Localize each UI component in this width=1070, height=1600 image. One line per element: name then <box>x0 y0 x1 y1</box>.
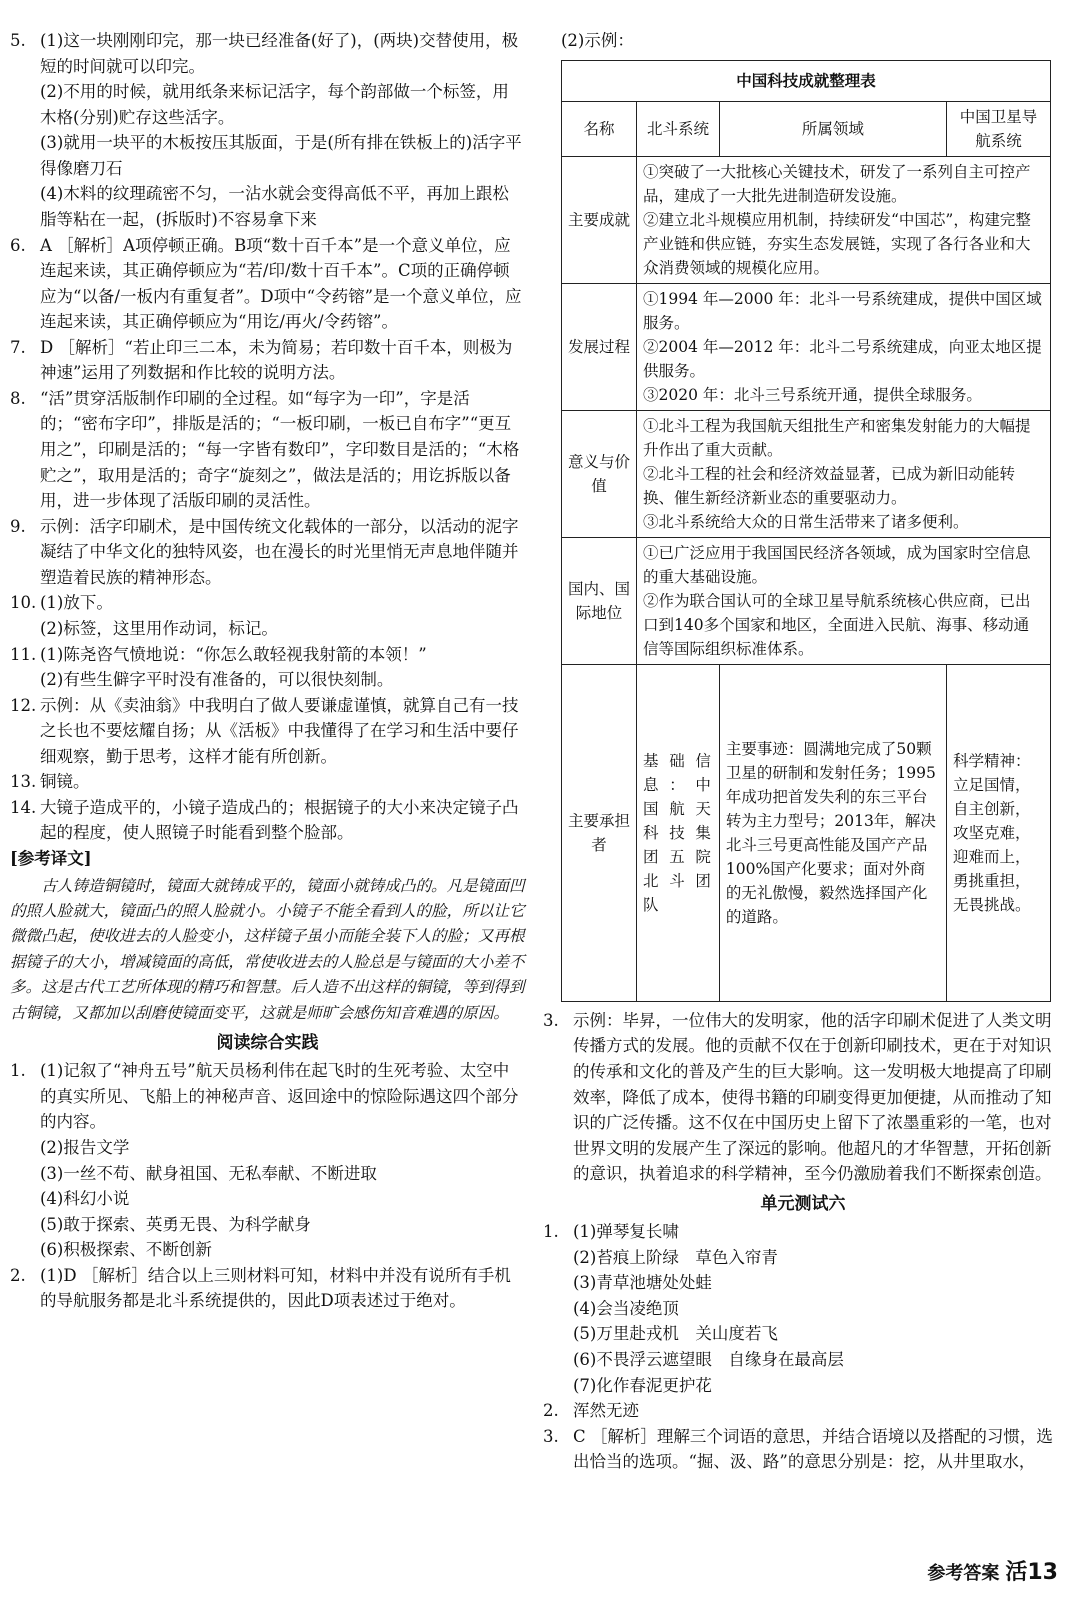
answer-number: 3. <box>543 1426 559 1446</box>
answer-item <box>10 693 525 770</box>
answer-item <box>10 514 525 591</box>
row-content <box>637 156 1051 283</box>
row-content-line: ①北斗工程为我国航天组批生产和密集发射能力的大幅提升作出了重大贡献。 <box>643 416 1031 459</box>
answer-line: (6)积极探索、不断创新 <box>40 1240 212 1260</box>
row-label: 国内、国际地位 <box>562 537 637 664</box>
main-deeds-cell: 主要事迹：圆满地完成了50颗卫星的研制和发射任务；1995年成功把首发失利的东三平台转为主力型号；2013年，解决北斗三号更高性能及国产产品100%国产化要求；面对外商的无礼傲慢，毅然选择国产化的道路。 <box>719 664 946 1001</box>
answer-line: C ［解析］理解三个词语的意思，并结合语境以及搭配的习惯，选出恰当的选项。“掘、汲、路”的意思分别是：挖，从井里取水， <box>573 1426 1053 1472</box>
table-row <box>562 410 1051 537</box>
answer-line: (3)就用一块平的木板按压其版面，于是(所有排在铁板上的)活字平得像磨刀石 <box>40 133 522 178</box>
table-row <box>562 537 1051 664</box>
table-header-cell: 北斗系统 <box>637 101 720 156</box>
table-header-cell: 中国卫星导航系统 <box>946 101 1050 156</box>
reference-translation: 古人铸造铜镜时，镜面大就铸成平的，镜面小就铸成凸的。凡是镜面凹的照人脸就大，镜面凸的照人脸就小。小镜子不能全看到人的脸，所以让它微微凸起，使收进去的人脸变小，这样镜子虽小而能全装下人的脸；又再根据镜子的大小，增减镜面的高低，常使收进去的人脸总是与镜面的大小差不多。这是古代工艺所体现的精巧和智慧。后人造不出这样的铜镜，等到得到古铜镜，又都加以刮磨使镜面变平，这就是师旷会感伤知音难遇的原因。 <box>10 876 525 1022</box>
row-content <box>637 283 1051 410</box>
row-label: 意义与价值 <box>562 410 637 537</box>
table-header-row <box>562 101 1051 156</box>
answer-number: 10. <box>10 593 37 613</box>
answer-line: (4)木料的纹理疏密不匀，一沾水就会变得高低不平，再加上跟松脂等粘在一起，(拆版时)不容易拿下来 <box>40 184 509 229</box>
answer-number: 2. <box>10 1265 26 1285</box>
row-content-line: ③2020 年：北斗三号系统开通，提供全球服务。 <box>643 385 982 404</box>
table-row <box>562 156 1051 283</box>
answer-line: (2)报告文学 <box>40 1138 130 1158</box>
answer-number: 6. <box>10 235 26 255</box>
answer-line: (3)一丝不苟、献身祖国、无私奉献、不断进取 <box>40 1163 377 1183</box>
answer-line: (3)青草池塘处处蛙 <box>573 1273 712 1293</box>
answer-text: 示例：毕昇，一位伟大的发明家，他的活字印刷术促进了人类文明传播方式的发展。他的贡献不仅在于创新印刷技术，更在于对知识的传承和文化的普及产生的巨大影响。这一发明极大地提高了印刷效率，降低了成本，使得书籍的印刷变得更加便捷，从而推动了知识的广泛传播。这不仅在中国历史上留下了浓墨重彩的一笔，也对世界文明的发展产生了深远的影响。他超凡的才华智慧，开拓创新的意识，执着追求的科学精神，至今仍激励着我们不断探索创造。 <box>573 1010 1052 1184</box>
answer-line: (1)放下。 <box>40 593 113 613</box>
answer-item <box>10 590 525 641</box>
row-content-line: ②2004 年—2012 年：北斗二号系统建成，向亚太地区提供服务。 <box>643 337 1042 380</box>
answer-line: “活”贯穿活版制作印刷的全过程。如“每字为一印”，字是活的；“密布字印”，排版是活的；“一板印刷，一板已自布字”“更互用之”，印刷是活的；“每一字皆有数印”，字印数目是活的；“木格贮之”，取用是活的；奇字“旋刻之”，做法是活的；用讫拆版以备用，进一步体现了活版印刷的灵活性。 <box>40 388 520 511</box>
answer-line: (1)这一块刚刚印完，那一块已经准备(好了)，(两块)交替使用，极短的时间就可以印完。 <box>40 31 519 76</box>
answer-line: (1)D ［解析］结合以上三则材料可知，材料中并没有说所有手机的导航服务都是北斗系统提供的，因此D项表述过于绝对。 <box>40 1265 511 1311</box>
left-answer-list <box>10 28 525 846</box>
table-row <box>562 283 1051 410</box>
achievement-table <box>561 60 1051 1002</box>
answer-line: (1)记叙了“神舟五号”航天员杨利伟在起飞时的生死考验、太空中的真实所见、飞船上的神秘声音、返回途中的惊险际遇这四个部分的内容。 <box>40 1061 519 1132</box>
table-title: 中国科技成就整理表 <box>562 60 1051 101</box>
row-label: 发展过程 <box>562 283 637 410</box>
answer-line: A ［解析］A项停顿正确。B项“数十百千本”是一个意义单位，应连起来读，其正确停顿应为“若/印/数十百千本”。C项的正确停顿应为“以备/一板内有重复者”。D项中“令药镕”是一个意义单位，应连起来读，其正确停顿应为“用讫/再火/令药镕”。 <box>40 235 522 332</box>
answer-line: (2)标签，这里用作动词，标记。 <box>40 618 278 638</box>
answer-line: 示例：活字印刷术，是中国传统文化载体的一部分，以活动的泥字凝结了中华文化的独特风姿，也在漫长的时光里悄无声息地伴随并塑造着民族的精神形态。 <box>40 516 519 587</box>
example-intro: (2)示例： <box>561 31 634 50</box>
answer-line: 铜镜。 <box>40 772 90 792</box>
answer-line: (4)科幻小说 <box>40 1189 130 1209</box>
footer-label: 参考答案 <box>927 1562 1000 1584</box>
answer-item <box>10 795 525 846</box>
answer-line: 大镜子造成平的，小镜子造成凸的；根据镜子的大小来决定镜子凸起的程度，使人照镜子时能看到整个脸部。 <box>40 797 519 843</box>
table-body <box>562 156 1051 664</box>
answer-number: 13. <box>10 772 37 792</box>
answer-item <box>10 1058 525 1263</box>
answer-line: D ［解析］“若止印三二本，未为简易；若印数十百千本，则极为神速”运用了列数据和作比较的说明方法。 <box>40 337 513 383</box>
answer-item <box>10 386 525 514</box>
answer-number: 9. <box>10 516 26 536</box>
basic-info-cell: 基础信息：中国航天科技集团五院北斗团队 <box>637 664 720 1001</box>
page-number: 活13 <box>1005 1559 1058 1585</box>
table-header-cell: 所属领域 <box>719 101 946 156</box>
answer-item <box>543 1219 1063 1398</box>
answer-item <box>543 1424 1063 1475</box>
answer-line: 浑然无迹 <box>573 1401 639 1421</box>
row-content-line: ①突破了一大批核心关键技术，研发了一系列自主可控产品，建成了一大批先进制造研发设施。 <box>643 162 1031 205</box>
answer-item <box>10 335 525 386</box>
row-content <box>637 410 1051 537</box>
section-title-unit-test: 单元测试六 <box>760 1193 846 1214</box>
reading-practice-answers <box>10 1058 525 1314</box>
row-label: 主要承担者 <box>562 664 637 1001</box>
answer-item <box>543 1398 1063 1424</box>
answer-number: 11. <box>10 644 37 664</box>
answer-line: (6)不畏浮云遮望眼 自缘身在最高层 <box>573 1350 844 1370</box>
reference-translation-header: [参考译文] <box>10 849 92 868</box>
row-label: 主要成就 <box>562 156 637 283</box>
answer-number: 2. <box>543 1401 559 1421</box>
answer-item <box>10 233 525 335</box>
answer-item <box>10 642 525 693</box>
row-content <box>637 537 1051 664</box>
answer-line: 示例：从《卖油翁》中我明白了做人要谦虚谨慎，就算自己有一技之长也不要炫耀自扬；从《活板》中我懂得了在学习和生活中要仔细观察，勤于思考，这样才能有所创新。 <box>40 695 519 766</box>
answer-line: (4)会当凌绝顶 <box>573 1298 679 1318</box>
row-content-line: ②北斗工程的社会和经济效益显著，已成为新旧动能转换、催生新经济新业态的重要驱动力。 <box>643 464 1016 507</box>
answer-number: 12. <box>10 695 37 715</box>
answer-line: (1)陈尧咨气愤地说：“你怎么敢轻视我射箭的本领！” <box>40 644 427 664</box>
answer-item <box>10 28 525 233</box>
answer-item <box>543 1008 1063 1187</box>
scientific-spirit-cell: 科学精神：立足国情，自主创新，攻坚克难，迎难而上，勇挑重担，无畏挑战。 <box>946 664 1050 1001</box>
row-content-line: ②建立北斗规模应用机制，持续研发“中国芯”，构建完整产业链和供应链，夯实生态发展链，实现了各行各业和大众消费领域的规模化应用。 <box>643 210 1031 277</box>
answer-item <box>10 1263 525 1314</box>
row-content-line: ①已广泛应用于我国国民经济各领域，成为国家时空信息的重大基础设施。 <box>643 543 1031 586</box>
answer-number: 7. <box>10 337 26 357</box>
row-content-line: ②作为联合国认可的全球卫星导航系统核心供应商，已出口到140多个国家和地区，全面进入民航、海事、移动通信等国际组织标准体系。 <box>643 591 1031 658</box>
answer-line: (2)有些生僻字平时没有准备的，可以很快刻制。 <box>40 670 394 690</box>
answer-line: (1)弹琴复长啸 <box>573 1222 679 1242</box>
answer-line: (5)万里赴戎机 关山度若飞 <box>573 1324 778 1344</box>
answer-line: (7)化作春泥更护花 <box>573 1375 712 1395</box>
unit-test-answers <box>543 1219 1063 1475</box>
row-content-line: ①1994 年—2000 年：北斗一号系统建成，提供中国区域服务。 <box>643 289 1042 332</box>
left-column <box>10 28 525 1314</box>
answer-number: 8. <box>10 388 26 408</box>
answer-number: 1. <box>10 1061 26 1081</box>
answer-number: 3. <box>543 1010 559 1030</box>
answer-number: 1. <box>543 1222 559 1242</box>
answer-line: (5)敢于探索、英勇无畏、为科学献身 <box>40 1214 311 1234</box>
answer-line: (2)苔痕上阶绿 草色入帘青 <box>573 1247 778 1267</box>
answer-line: (2)不用的时候，就用纸条来标记活字，每个韵部做一个标签，用木格(分别)贮存这些活字。 <box>40 82 509 127</box>
answer-number: 14. <box>10 797 37 817</box>
answer-item <box>10 769 525 795</box>
section-title-reading-practice: 阅读综合实践 <box>216 1033 319 1053</box>
table-row-bearer <box>562 664 1051 1001</box>
right-column <box>543 28 1063 1475</box>
page-footer <box>927 1556 1058 1590</box>
row-content-line: ③北斗系统给大众的日常生活带来了诸多便利。 <box>643 512 969 531</box>
table-header-cell: 名称 <box>562 101 637 156</box>
answer-number: 5. <box>10 31 26 50</box>
